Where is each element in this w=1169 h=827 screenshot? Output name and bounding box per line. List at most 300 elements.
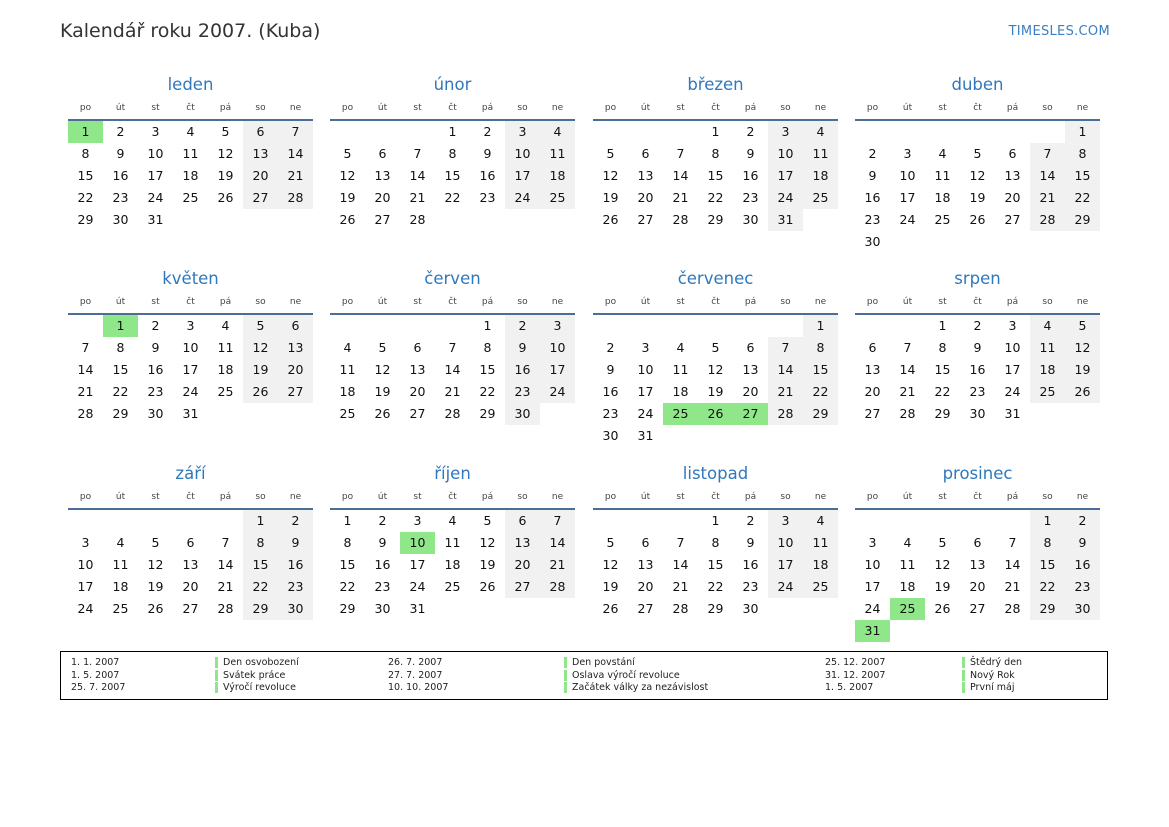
day-cell: 9 xyxy=(151,340,160,355)
day-cell: 21 xyxy=(409,190,426,205)
day-cell: 8 xyxy=(483,340,492,355)
month-calendar xyxy=(593,72,838,231)
empty-day-cell xyxy=(663,510,698,532)
day-cell: 21 xyxy=(768,381,803,403)
day-cell: 11 xyxy=(899,557,916,572)
day-cell: 9 xyxy=(606,362,615,377)
day-cell: 30 xyxy=(864,234,881,249)
empty-day-cell xyxy=(663,315,698,337)
weekday-header xyxy=(593,487,838,510)
legend-date: 25. 7. 2007 xyxy=(71,682,126,693)
week-row xyxy=(330,187,575,209)
page-title: Kalendář roku 2007. (Kuba) xyxy=(60,20,321,42)
empty-day-cell xyxy=(768,315,803,337)
day-cell: 5 xyxy=(221,124,230,139)
empty-day-cell xyxy=(435,315,470,337)
weekday-label: čt xyxy=(186,103,195,113)
weekday-label: po xyxy=(79,492,92,502)
legend-date: 10. 10. 2007 xyxy=(388,682,449,693)
weekday-label: so xyxy=(1042,297,1053,307)
day-cell: 11 xyxy=(217,340,234,355)
day-cell: 9 xyxy=(746,535,755,550)
weekday-label: ne xyxy=(289,297,302,307)
week-row xyxy=(330,165,575,187)
week-row xyxy=(855,337,1100,359)
day-cell: 7 xyxy=(448,340,457,355)
day-cell: 18 xyxy=(803,165,838,187)
empty-day-cell xyxy=(960,510,995,532)
weekday-label: ne xyxy=(289,103,302,113)
weekday-label: so xyxy=(780,297,791,307)
week-row xyxy=(330,209,575,231)
weekday-label: čt xyxy=(973,297,982,307)
day-cell: 16 xyxy=(1065,554,1100,576)
day-cell: 12 xyxy=(479,535,496,550)
empty-day-cell xyxy=(1065,620,1100,642)
day-cell: 26 xyxy=(479,579,496,594)
day-cell: 24 xyxy=(505,187,540,209)
weekday-label: út xyxy=(115,297,126,307)
brand-link[interactable]: TIMESLES.COM xyxy=(1008,24,1110,39)
empty-day-cell xyxy=(628,315,663,337)
month-calendar xyxy=(68,72,313,231)
empty-day-cell xyxy=(138,510,173,532)
day-cell: 16 xyxy=(969,362,986,377)
day-cell: 14 xyxy=(1004,557,1021,572)
day-cell: 10 xyxy=(182,340,199,355)
week-row xyxy=(855,598,1100,620)
empty-day-cell xyxy=(890,315,925,337)
day-cell: 19 xyxy=(969,190,986,205)
day-cell: 19 xyxy=(934,579,951,594)
day-cell: 21 xyxy=(1004,579,1021,594)
day-cell: 11 xyxy=(339,362,356,377)
day-cell: 28 xyxy=(1004,601,1021,616)
day-cell: 4 xyxy=(1030,315,1065,337)
day-cell: 30 xyxy=(742,601,759,616)
month-calendar xyxy=(330,72,575,231)
day-cell: 2 xyxy=(151,318,160,333)
weekday-label: čt xyxy=(973,103,982,113)
day-cell: 28 xyxy=(217,601,234,616)
day-cell: 10 xyxy=(1004,340,1021,355)
week-row xyxy=(68,554,313,576)
day-cell: 31 xyxy=(637,428,654,443)
day-cell: 30 xyxy=(505,403,540,425)
day-cell: 23 xyxy=(742,190,759,205)
day-cell: 10 xyxy=(899,168,916,183)
day-cell: 27 xyxy=(243,187,278,209)
day-cell: 28 xyxy=(278,187,313,209)
empty-day-cell xyxy=(698,315,733,337)
day-cell: 27 xyxy=(505,576,540,598)
day-cell: 9 xyxy=(278,532,313,554)
week-row xyxy=(855,554,1100,576)
empty-day-cell xyxy=(278,209,313,231)
day-cell: 5 xyxy=(938,535,947,550)
day-cell: 17 xyxy=(637,384,654,399)
day-cell: 30 xyxy=(147,406,164,421)
day-cell: 28 xyxy=(444,406,461,421)
day-cell: 4 xyxy=(938,146,947,161)
day-cell: 11 xyxy=(1030,337,1065,359)
day-cell: 15 xyxy=(803,359,838,381)
day-cell: 1 xyxy=(448,124,457,139)
day-cell: 17 xyxy=(1004,362,1021,377)
month-name: duben xyxy=(951,75,1004,94)
day-cell: 18 xyxy=(1030,359,1065,381)
day-cell: 27 xyxy=(969,601,986,616)
day-cell: 16 xyxy=(864,190,881,205)
day-cell: 1 xyxy=(1030,510,1065,532)
day-cell: 14 xyxy=(540,532,575,554)
day-cell: 20 xyxy=(182,579,199,594)
day-cell: 4 xyxy=(540,121,575,143)
legend-date: 26. 7. 2007 xyxy=(388,657,443,668)
legend-holiday-name: Den povstání xyxy=(564,657,635,668)
month-calendar xyxy=(68,266,313,425)
day-cell: 29 xyxy=(707,212,724,227)
day-cell: 7 xyxy=(768,337,803,359)
week-row xyxy=(593,143,838,165)
day-cell: 20 xyxy=(409,384,426,399)
day-cell: 1 xyxy=(711,124,720,139)
day-cell: 28 xyxy=(672,212,689,227)
weekday-label: st xyxy=(938,297,947,307)
weekday-label: po xyxy=(79,297,92,307)
weekday-label: st xyxy=(676,492,685,502)
weekday-label: pá xyxy=(1006,297,1019,307)
day-cell: 1 xyxy=(243,510,278,532)
empty-day-cell xyxy=(1030,620,1065,642)
empty-day-cell xyxy=(208,403,243,425)
day-cell: 7 xyxy=(221,535,230,550)
empty-day-cell xyxy=(470,209,505,231)
day-cell: 9 xyxy=(868,168,877,183)
day-cell: 17 xyxy=(899,190,916,205)
empty-day-cell xyxy=(1065,403,1100,425)
day-cell: 22 xyxy=(479,384,496,399)
day-cell: 20 xyxy=(864,384,881,399)
weekday-label: st xyxy=(676,297,685,307)
month-name: prosinec xyxy=(942,464,1013,483)
day-cell: 3 xyxy=(413,513,422,528)
weekday-label: pá xyxy=(481,103,494,113)
day-cell: 24 xyxy=(899,212,916,227)
day-cell: 12 xyxy=(934,557,951,572)
day-cell: 23 xyxy=(864,212,881,227)
day-cell: 3 xyxy=(768,510,803,532)
weekday-label: pá xyxy=(219,103,232,113)
week-row xyxy=(68,165,313,187)
empty-day-cell xyxy=(733,315,768,337)
day-cell: 1 xyxy=(803,315,838,337)
legend-holiday-name: Výročí revoluce xyxy=(215,682,296,693)
weekday-label: po xyxy=(866,492,879,502)
day-cell: 13 xyxy=(969,557,986,572)
weekday-header xyxy=(68,487,313,510)
day-cell: 27 xyxy=(1004,212,1021,227)
empty-day-cell xyxy=(400,315,435,337)
day-cell: 31 xyxy=(147,212,164,227)
day-cell: 4 xyxy=(221,318,230,333)
day-cell: 17 xyxy=(182,362,199,377)
day-cell: 5 xyxy=(243,315,278,337)
week-row xyxy=(330,143,575,165)
day-cell: 29 xyxy=(77,212,94,227)
day-cell: 1 xyxy=(711,513,720,528)
day-cell: 9 xyxy=(378,535,387,550)
day-cell: 19 xyxy=(217,168,234,183)
month-name: únor xyxy=(433,75,472,94)
day-cell: 23 xyxy=(742,579,759,594)
weekday-label: so xyxy=(255,492,266,502)
day-cell: 11 xyxy=(540,143,575,165)
day-cell: 24 xyxy=(540,381,575,403)
day-cell: 25 xyxy=(803,576,838,598)
day-cell: 22 xyxy=(339,579,356,594)
empty-day-cell xyxy=(995,620,1030,642)
empty-day-cell xyxy=(400,121,435,143)
day-cell: 15 xyxy=(707,168,724,183)
day-cell: 13 xyxy=(374,168,391,183)
day-cell: 17 xyxy=(540,359,575,381)
weekday-label: so xyxy=(255,103,266,113)
day-cell: 11 xyxy=(182,146,199,161)
day-cell: 21 xyxy=(899,384,916,399)
week-row xyxy=(330,576,575,598)
day-cell: 23 xyxy=(278,576,313,598)
day-cell: 27 xyxy=(409,406,426,421)
week-row xyxy=(855,165,1100,187)
day-cell: 28 xyxy=(77,406,94,421)
week-row xyxy=(855,532,1100,554)
empty-day-cell xyxy=(925,620,960,642)
legend-holiday-name: Začátek války za nezávislost xyxy=(564,682,708,693)
day-cell: 15 xyxy=(1030,554,1065,576)
week-row xyxy=(593,381,838,403)
day-cell: 28 xyxy=(540,576,575,598)
day-cell: 6 xyxy=(868,340,877,355)
day-cell: 20 xyxy=(637,579,654,594)
day-cell: 10 xyxy=(768,143,803,165)
empty-day-cell xyxy=(540,403,575,425)
week-row xyxy=(330,121,575,143)
day-cell: 1 xyxy=(343,513,352,528)
day-cell: 7 xyxy=(1008,535,1017,550)
day-cell: 26 xyxy=(602,601,619,616)
weekday-label: pá xyxy=(481,297,494,307)
day-cell: 13 xyxy=(409,362,426,377)
week-row xyxy=(68,532,313,554)
day-cell: 15 xyxy=(1065,165,1100,187)
day-cell: 13 xyxy=(278,337,313,359)
month-calendar xyxy=(593,461,838,620)
day-cell: 22 xyxy=(707,190,724,205)
day-cell: 2 xyxy=(606,340,615,355)
week-row xyxy=(855,315,1100,337)
day-cell: 26 xyxy=(243,381,278,403)
day-cell: 18 xyxy=(444,557,461,572)
day-cell: 22 xyxy=(1030,576,1065,598)
day-cell: 16 xyxy=(479,168,496,183)
day-cell: 21 xyxy=(217,579,234,594)
week-row xyxy=(68,315,313,337)
day-cell: 21 xyxy=(444,384,461,399)
weekday-header xyxy=(68,292,313,315)
day-cell: 8 xyxy=(938,340,947,355)
day-cell: 30 xyxy=(1065,598,1100,620)
day-cell: 4 xyxy=(903,535,912,550)
week-row xyxy=(68,510,313,532)
legend-date: 1. 5. 2007 xyxy=(71,669,120,681)
day-cell: 13 xyxy=(637,168,654,183)
weekday-label: st xyxy=(938,492,947,502)
week-row xyxy=(68,337,313,359)
weekday-label: st xyxy=(151,103,160,113)
empty-day-cell xyxy=(803,425,838,447)
weekday-label: so xyxy=(255,297,266,307)
day-cell: 6 xyxy=(746,340,755,355)
day-cell: 22 xyxy=(803,381,838,403)
day-cell: 5 xyxy=(606,535,615,550)
day-cell: 15 xyxy=(112,362,129,377)
day-cell: 17 xyxy=(77,579,94,594)
day-cell: 26 xyxy=(602,212,619,227)
weekday-header xyxy=(330,487,575,510)
legend-date: 31. 12. 2007 xyxy=(825,669,886,681)
day-cell: 1 xyxy=(483,318,492,333)
day-cell: 31 xyxy=(182,406,199,421)
empty-day-cell xyxy=(960,231,995,253)
weekday-label: pá xyxy=(744,297,757,307)
month-calendar xyxy=(593,266,838,447)
day-cell: 16 xyxy=(742,557,759,572)
day-cell: 19 xyxy=(147,579,164,594)
day-cell: 5 xyxy=(606,146,615,161)
legend-holiday-name: Svátek práce xyxy=(215,670,285,681)
day-cell: 31 xyxy=(1004,406,1021,421)
week-row xyxy=(593,576,838,598)
month-name: červenec xyxy=(677,269,754,288)
weekday-label: pá xyxy=(1006,103,1019,113)
day-cell: 19 xyxy=(707,384,724,399)
day-cell: 23 xyxy=(479,190,496,205)
weekday-header xyxy=(330,292,575,315)
day-cell: 14 xyxy=(409,168,426,183)
week-row xyxy=(855,381,1100,403)
day-cell: 24 xyxy=(1004,384,1021,399)
empty-day-cell xyxy=(1065,231,1100,253)
weekday-label: st xyxy=(676,103,685,113)
day-cell: 10 xyxy=(400,532,435,554)
weekday-label: čt xyxy=(448,103,457,113)
day-cell: 26 xyxy=(217,190,234,205)
day-cell: 3 xyxy=(540,315,575,337)
day-cell: 14 xyxy=(77,362,94,377)
empty-day-cell xyxy=(925,121,960,143)
day-cell: 28 xyxy=(672,601,689,616)
weekday-label: ne xyxy=(814,492,827,502)
day-cell: 14 xyxy=(278,143,313,165)
day-cell: 15 xyxy=(444,168,461,183)
empty-day-cell xyxy=(68,510,103,532)
weekday-label: so xyxy=(1042,103,1053,113)
empty-day-cell xyxy=(698,425,733,447)
day-cell: 4 xyxy=(186,124,195,139)
week-row xyxy=(593,359,838,381)
day-cell: 24 xyxy=(768,576,803,598)
day-cell: 7 xyxy=(676,535,685,550)
empty-day-cell xyxy=(103,510,138,532)
day-cell: 29 xyxy=(1030,598,1065,620)
week-row xyxy=(330,403,575,425)
day-cell: 12 xyxy=(602,168,619,183)
day-cell: 18 xyxy=(339,384,356,399)
day-cell: 10 xyxy=(77,557,94,572)
day-cell: 11 xyxy=(444,535,461,550)
empty-day-cell xyxy=(173,510,208,532)
weekday-label: st xyxy=(413,492,422,502)
day-cell: 7 xyxy=(540,510,575,532)
empty-day-cell xyxy=(628,121,663,143)
day-cell: 3 xyxy=(768,121,803,143)
legend-holiday-name: První máj xyxy=(962,682,1015,693)
empty-day-cell xyxy=(768,598,803,620)
day-cell: 27 xyxy=(637,212,654,227)
day-cell: 29 xyxy=(803,403,838,425)
day-cell: 13 xyxy=(864,362,881,377)
day-cell: 22 xyxy=(77,190,94,205)
day-cell: 25 xyxy=(339,406,356,421)
weekday-label: po xyxy=(604,103,617,113)
day-cell: 27 xyxy=(864,406,881,421)
day-cell: 2 xyxy=(278,510,313,532)
day-cell: 20 xyxy=(374,190,391,205)
day-cell: 23 xyxy=(1065,576,1100,598)
weekday-label: út xyxy=(377,492,388,502)
day-cell: 24 xyxy=(77,601,94,616)
day-cell: 27 xyxy=(374,212,391,227)
week-row xyxy=(68,187,313,209)
weekday-label: so xyxy=(780,103,791,113)
day-cell: 20 xyxy=(637,190,654,205)
week-row xyxy=(855,359,1100,381)
day-cell: 10 xyxy=(864,557,881,572)
day-cell: 7 xyxy=(81,340,90,355)
day-cell: 25 xyxy=(112,601,129,616)
day-cell: 3 xyxy=(186,318,195,333)
empty-day-cell xyxy=(855,510,890,532)
week-row xyxy=(593,532,838,554)
holiday-legend xyxy=(60,651,1108,700)
month-name: květen xyxy=(162,269,219,288)
day-cell: 14 xyxy=(672,168,689,183)
day-cell: 3 xyxy=(1008,318,1017,333)
day-cell: 9 xyxy=(746,146,755,161)
day-cell: 21 xyxy=(540,554,575,576)
day-cell: 12 xyxy=(969,168,986,183)
day-cell: 31 xyxy=(855,620,890,642)
weekday-label: ne xyxy=(1076,492,1089,502)
day-cell: 12 xyxy=(707,362,724,377)
day-cell: 1 xyxy=(68,121,103,143)
day-cell: 20 xyxy=(505,554,540,576)
day-cell: 27 xyxy=(637,601,654,616)
day-cell: 13 xyxy=(243,143,278,165)
day-cell: 28 xyxy=(409,212,426,227)
day-cell: 3 xyxy=(903,146,912,161)
